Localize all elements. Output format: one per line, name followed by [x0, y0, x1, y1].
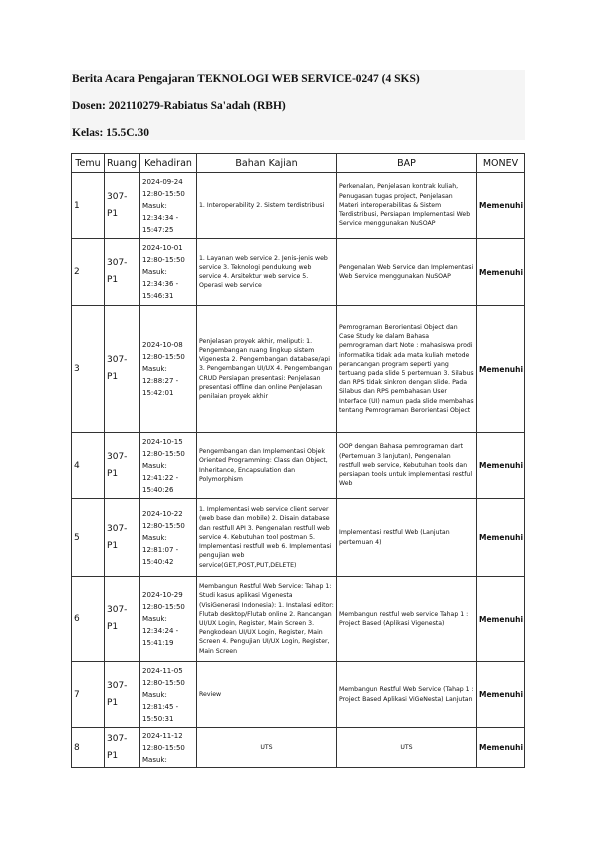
table-row	[72, 239, 525, 306]
monev-cell: Memenuhi	[477, 662, 525, 728]
bap-cell: Membangun Restful Web Service (Tahap 1 : Project Based Aplikasi ViGeNesta) Lanjutan	[337, 662, 477, 728]
kehadiran-cell: 2024-11-12 12:80-15:50 Masuk:	[140, 728, 197, 768]
temu-cell: 3	[72, 306, 105, 433]
kehadiran-cell: 2024-10-08 12:80-15:50 Masuk: 12:88:27 - 15:42:01	[140, 306, 197, 433]
bahan-kajian-cell: Pengembangan dan Implementasi Objek Oriented Programming: Class dan Object, Inheritance, Encapsulation dan Polymorphism	[197, 433, 337, 499]
bap-cell: Pemrograman Berorientasi Object dan Case Study ke dalam Bahasa pemrograman dart Note : mahasiswa prodi informatika tidak ada mata kuliah metode perancangan program seperti yang tertuang pada slide 5 pertemuan 3. Silabus dan RPS tidak sinkron dengan slide. Pada Silabus dan RPS pembahasan User Interface (UI) namun pada slide membahas tentang Pemrograman Berorientasi Object	[337, 306, 477, 433]
table-row	[72, 499, 525, 577]
bahan-kajian-cell: 1. Implementasi web service client server (web base dan mobile) 2. Disain database dan restfull API 3. Pengenalan restfull web service 4. Kebutuhan tool postman 5. Implementasi restfull web 6. Implementasi pengujian web service(GET,POST,PUT,DELETE)	[197, 499, 337, 577]
document-header	[70, 70, 525, 140]
teaching-report-table	[71, 153, 525, 768]
temu-cell: 1	[72, 173, 105, 239]
column-header-temu: Temu	[72, 154, 105, 173]
monev-cell: Memenuhi	[477, 433, 525, 499]
table-row	[72, 173, 525, 239]
ruang-cell: 307- P1	[105, 499, 140, 577]
monev-cell: Memenuhi	[477, 173, 525, 239]
kehadiran-cell: 2024-10-15 12:80-15:50 Masuk: 12:41:22 - 15:40:26	[140, 433, 197, 499]
temu-cell: 2	[72, 239, 105, 306]
bahan-kajian-cell: UTS	[197, 728, 337, 768]
monev-cell: Memenuhi	[477, 239, 525, 306]
bahan-kajian-cell: Membangun Restful Web Service: Tahap 1: Studi kasus aplikasi Vigenesta (VisiGenerasi Indonesia): 1. Instalasi editor: Flutab desktop/Flutab online 2. Rancangan UI/UX Login, Register, Main Screen 3. Pengkodean UI/UX Login, Register, Main Screen 4. Pengujian UI/UX Login, Register, Main Screen	[197, 577, 337, 662]
monev-cell: Memenuhi	[477, 499, 525, 577]
bahan-kajian-cell: Review	[197, 662, 337, 728]
ruang-cell: 307- P1	[105, 577, 140, 662]
table-row	[72, 577, 525, 662]
table-header-row	[72, 154, 525, 173]
bap-cell: Implementasi restful Web (Lanjutan pertemuan 4)	[337, 499, 477, 577]
kehadiran-cell: 2024-11-05 12:80-15:50 Masuk: 12:81:45 - 15:50:31	[140, 662, 197, 728]
bap-cell: Pengenalan Web Service dan Implementasi Web Service menggunakan NuSOAP	[337, 239, 477, 306]
column-header-kehadiran: Kehadiran	[140, 154, 197, 173]
temu-cell: 4	[72, 433, 105, 499]
bap-cell: OOP dengan Bahasa pemrograman dart (Pertemuan 3 lanjutan), Pengenalan restfull web service, Kebutuhan tools dan persiapan tools untuk implementasi restful Web	[337, 433, 477, 499]
temu-cell: 5	[72, 499, 105, 577]
table-row	[72, 433, 525, 499]
monev-cell: Memenuhi	[477, 306, 525, 433]
lecturer-line: Dosen: 202110279-Rabiatus Sa'adah (RBH)	[72, 100, 286, 112]
kehadiran-cell: 2024-10-22 12:80-15:50 Masuk: 12:81:07 - 15:40:42	[140, 499, 197, 577]
bap-cell: Perkenalan, Penjelasan kontrak kuliah, Penugasan tugas project, Penjelasan Materi interoperabilitas & Sistem Terdistribusi, Persiapan Implementasi Web Service menggunakan NuSOAP	[337, 173, 477, 239]
ruang-cell: 307- P1	[105, 306, 140, 433]
bahan-kajian-cell: 1. Layanan web service 2. Jenis-jenis web service 3. Teknologi pendukung web service 4. Arsitektur web service 5. Operasi web service	[197, 239, 337, 306]
column-header-bahan-kajian: Bahan Kajian	[197, 154, 337, 173]
bap-cell: UTS	[337, 728, 477, 768]
monev-cell: Memenuhi	[477, 577, 525, 662]
ruang-cell: 307- P1	[105, 433, 140, 499]
monev-cell: Memenuhi	[477, 728, 525, 768]
bahan-kajian-cell: 1. Interoperability 2. Sistem terdistribusi	[197, 173, 337, 239]
bahan-kajian-cell: Penjelasan proyek akhir, meliputi: 1. Pengembangan ruang lingkup sistem Vigenesta 2. Pengembangan database/api 3. Pengembangan UI/UX 4. Pengembangan CRUD Persiapan presentasi: Penjelasan presentasi offline dan online Penjelasan penilaian proyek akhir	[197, 306, 337, 433]
ruang-cell: 307- P1	[105, 662, 140, 728]
temu-cell: 7	[72, 662, 105, 728]
document-title: Berita Acara Pengajaran TEKNOLOGI WEB SERVICE-0247 (4 SKS)	[72, 73, 420, 85]
temu-cell: 6	[72, 577, 105, 662]
table-row	[72, 728, 525, 768]
kehadiran-cell: 2024-10-29 12:80-15:50 Masuk: 12:34:24 - 15:41:19	[140, 577, 197, 662]
column-header-monev: MONEV	[477, 154, 525, 173]
bap-cell: Membangun restful web service Tahap 1 : Project Based (Aplikasi Vigenesta)	[337, 577, 477, 662]
kehadiran-cell: 2024-10-01 12:80-15:50 Masuk: 12:34:36 - 15:46:31	[140, 239, 197, 306]
kehadiran-cell: 2024-09-24 12:80-15:50 Masuk: 12:34:34 - 15:47:25	[140, 173, 197, 239]
table-row	[72, 662, 525, 728]
column-header-bap: BAP	[337, 154, 477, 173]
ruang-cell: 307- P1	[105, 173, 140, 239]
ruang-cell: 307- P1	[105, 239, 140, 306]
table-row	[72, 306, 525, 433]
temu-cell: 8	[72, 728, 105, 768]
ruang-cell: 307- P1	[105, 728, 140, 768]
class-line: Kelas: 15.5C.30	[72, 127, 149, 139]
column-header-ruang: Ruang	[105, 154, 140, 173]
